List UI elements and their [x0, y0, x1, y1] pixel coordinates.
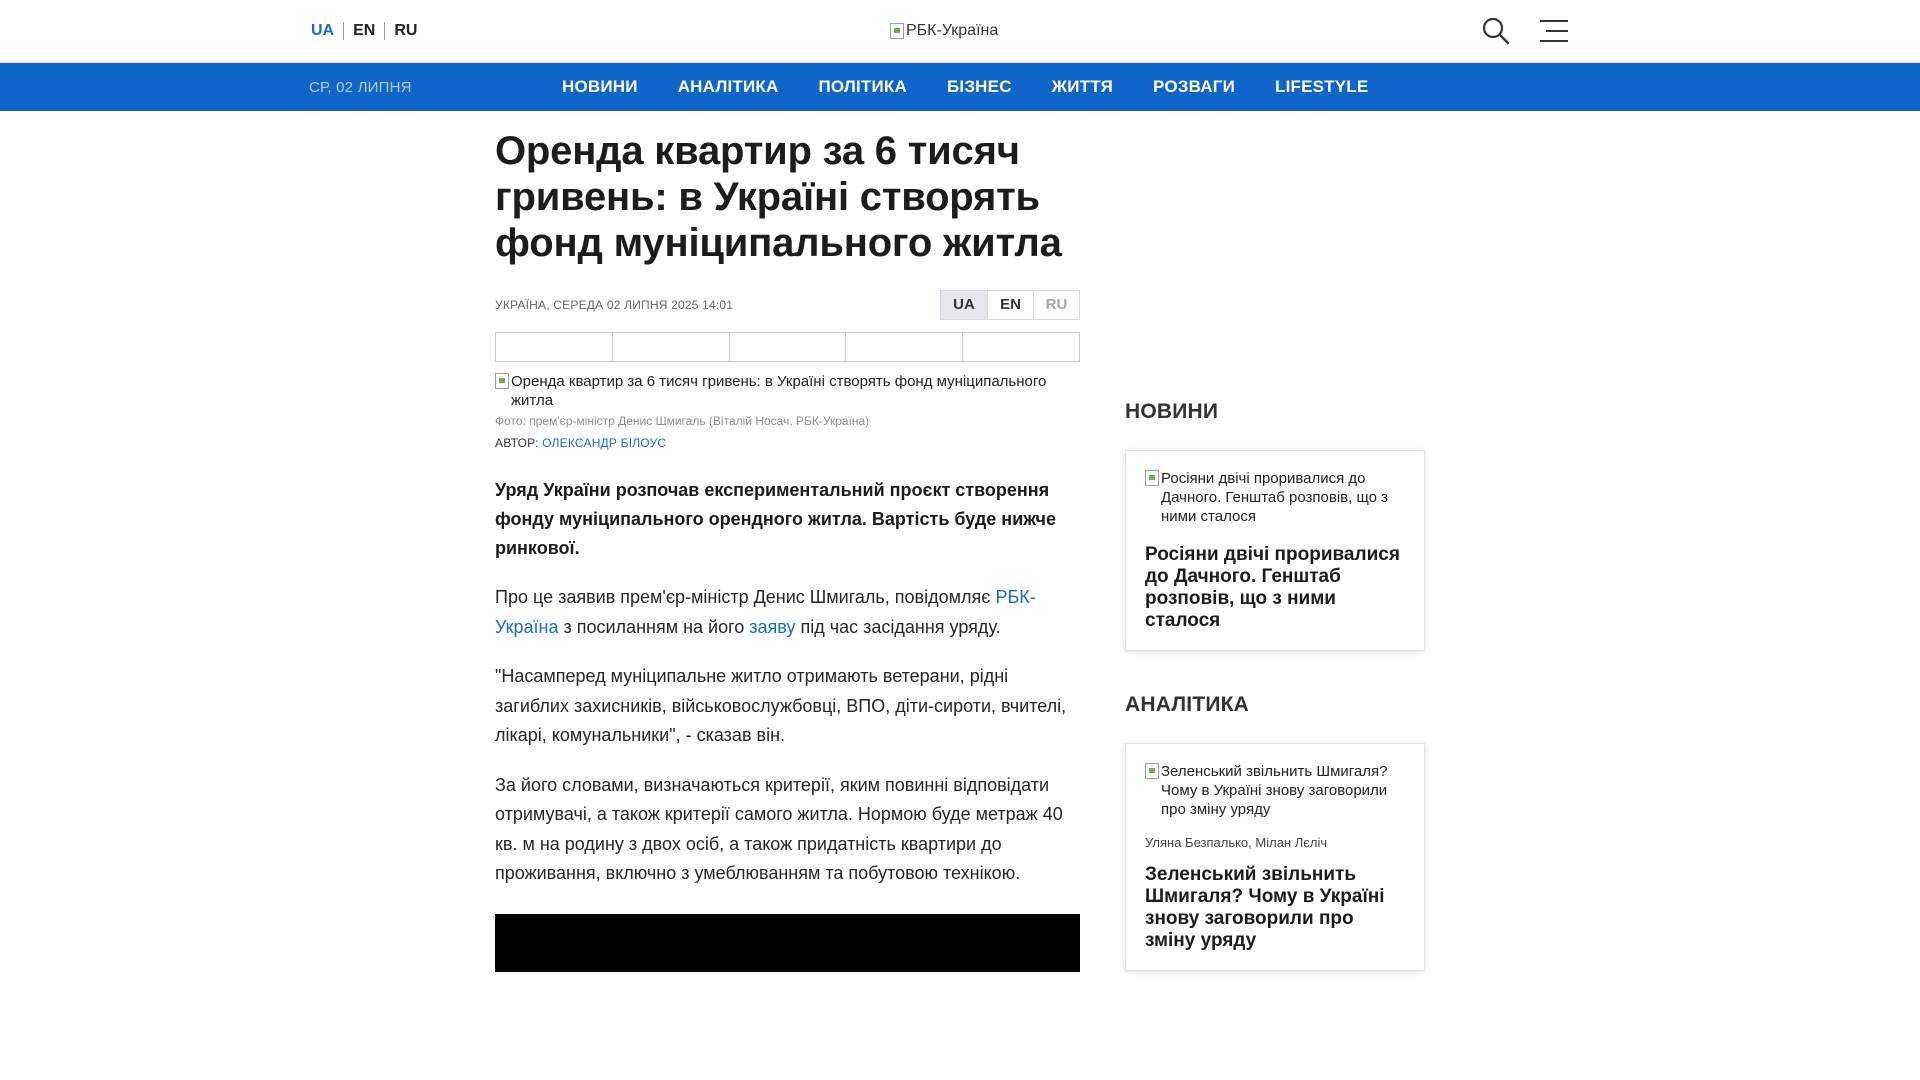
paragraph-text: Про це заявив прем'єр-міністр Денис Шмигаль, повідомляє — [495, 587, 996, 607]
paragraph-text: під час засідання уряду. — [795, 616, 1001, 637]
author-label: АВТОР: — [495, 436, 539, 450]
nav-item-entertainment[interactable]: РОЗВАГИ — [1153, 77, 1235, 96]
lang-ru-link[interactable]: RU — [384, 22, 426, 40]
analytics-card-authors: Уляна Безпалько, Мілан Лєліч — [1145, 835, 1328, 850]
sidebar-news-title[interactable]: НОВИНИ — [1125, 400, 1219, 423]
news-card-image — [1145, 469, 1405, 526]
article-photo — [495, 372, 1080, 410]
sidebar — [1125, 400, 1425, 971]
language-switcher — [311, 22, 426, 40]
article-paragraph — [495, 583, 1080, 642]
article-lang-ua[interactable]: UA — [941, 291, 987, 319]
share-button[interactable] — [845, 333, 962, 361]
article-author — [495, 436, 1080, 450]
article-lang-en[interactable]: EN — [987, 291, 1033, 319]
current-date: СР, 02 ЛИПНЯ — [309, 79, 412, 96]
nav-item-politics[interactable]: ПОЛІТИКА — [818, 77, 907, 96]
photo-caption: Фото: прем'єр-міністр Денис Шмигаль (Віталій Носач, РБК-Україна) — [495, 414, 870, 428]
news-card-headline[interactable]: Росіяни двічі проривалися до Дачного. Генштаб розповів, що з ними сталося — [1145, 544, 1400, 631]
share-button[interactable] — [612, 333, 729, 361]
analytics-card[interactable] — [1125, 743, 1425, 971]
share-buttons — [495, 332, 1080, 362]
site-logo[interactable] — [890, 22, 998, 40]
logo-alt-text: РБК-Україна — [906, 22, 999, 39]
sidebar-analytics-title[interactable]: АНАЛІТИКА — [1125, 693, 1250, 716]
paragraph-text: з посиланням на його — [558, 616, 750, 637]
article-paragraph: За його словами, визначаються критерії, яким повинні відповідати отримувачі, а також критерії самого житла. Нормою буде метраж 40 кв. м на родину з двох осіб, а також придатність квартири до проживання, включно з умеблюванням та побутовою технікою. — [495, 774, 1063, 883]
lang-en-link[interactable]: EN — [343, 22, 384, 40]
news-card-image-alt: Росіяни двічі проривалися до Дачного. Генштаб розповів, що з ними сталося — [1161, 470, 1389, 525]
analytics-card-image — [1145, 762, 1405, 819]
analytics-card-image-alt: Зеленський звільнить Шмигаля? Чому в Україні знову заговорили про зміну уряду — [1161, 763, 1388, 818]
video-player[interactable] — [495, 914, 1080, 972]
article-meta-row — [495, 290, 1080, 320]
nav-menu — [562, 63, 1408, 111]
lang-ua-link[interactable]: UA — [311, 22, 335, 39]
share-button[interactable] — [496, 333, 612, 361]
broken-image-icon — [1145, 763, 1159, 779]
nav-item-lifestyle[interactable]: LIFESTYLE — [1274, 77, 1369, 96]
site-header — [0, 0, 1920, 63]
analytics-card-headline[interactable]: Зеленський звільнить Шмигаля? Чому в Україні знову заговорили про зміну уряду — [1145, 864, 1385, 951]
search-icon[interactable] — [1481, 16, 1511, 46]
article-lead: Уряд України розпочав експериментальний проєкт створення фонду муніципального орендного житла. Вартість буде нижче ринкової. — [495, 480, 1056, 558]
article-language-switcher — [940, 290, 1080, 320]
article-photo-alt: Оренда квартир за 6 тисяч гривень: в Україні створять фонд муніципального житла — [511, 373, 1047, 409]
broken-image-icon — [495, 373, 509, 389]
nav-item-business[interactable]: БІЗНЕС — [946, 77, 1012, 96]
article-paragraph: "Насамперед муніципальне житло отримають ветерани, рідні загиблих захисників, військовослужбовці, ВПО, діти-сироти, вчителі, лікарі, комунальники", - сказав він. — [495, 666, 1067, 745]
nav-item-analytics[interactable]: АНАЛІТИКА — [677, 77, 779, 96]
share-button[interactable] — [962, 333, 1079, 361]
broken-image-icon — [890, 23, 904, 39]
hamburger-menu-icon[interactable] — [1539, 18, 1569, 44]
broken-image-icon — [1145, 470, 1159, 486]
news-card[interactable] — [1125, 450, 1425, 651]
author-link[interactable]: ОЛЕКСАНДР БІЛОУС — [542, 436, 667, 450]
article-lang-ru: RU — [1033, 291, 1079, 319]
article — [495, 128, 1080, 972]
nav-item-life[interactable]: ЖИТТЯ — [1051, 77, 1114, 96]
main-nav — [0, 63, 1920, 111]
article-meta: УКРАЇНА, СЕРЕДА 02 ЛИПНЯ 2025 14:01 — [495, 298, 734, 312]
rbc-ukraine-link[interactable]: РБК-Україна — [495, 587, 1036, 637]
article-title: Оренда квартир за 6 тисяч гривень: в Україні створять фонд муніципального житла — [495, 129, 1062, 265]
statement-link[interactable]: заяву — [749, 616, 796, 637]
nav-item-news[interactable]: НОВИНИ — [562, 77, 638, 96]
share-button[interactable] — [729, 333, 846, 361]
